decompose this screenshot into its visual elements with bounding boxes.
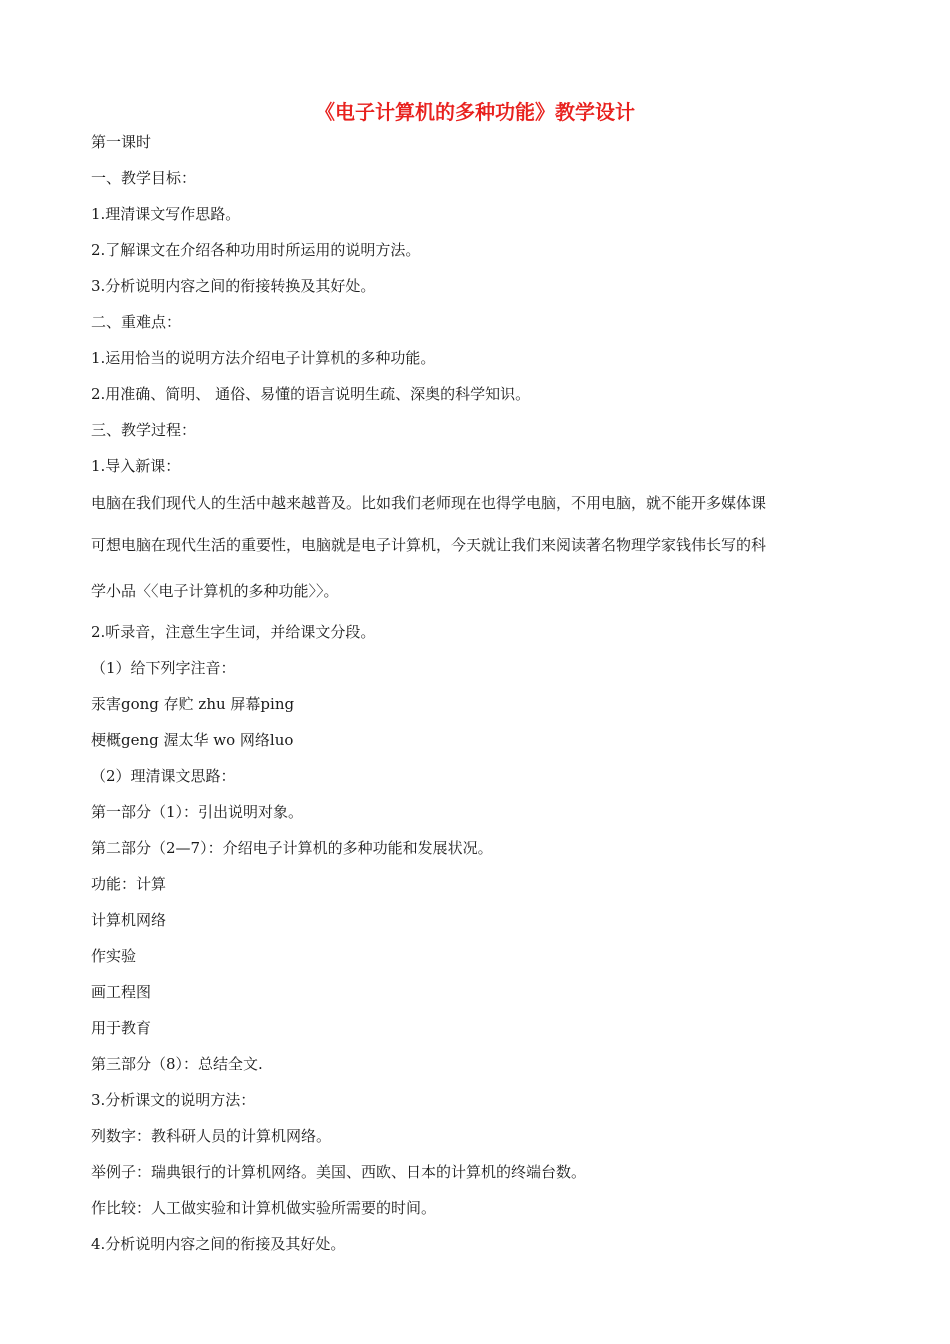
section-heading: 一、教学目标： [91,169,197,187]
paragraph-line: 可想电脑在现代生活的重要性，电脑就是电子计算机，今天就让我们来阅读著名物理学家钱伟长写的科 [91,536,767,554]
text-line: 第二部分（2—7）：介绍电子计算机的多种功能和发展状况。 [91,839,493,857]
text-line: 列数字：教科研人员的计算机网络。 [91,1127,332,1145]
text-line: 计算机网络 [91,911,167,929]
text-line: 画工程图 [91,983,152,1001]
text-line: 3.分析课文的说明方法： [91,1091,256,1109]
text-line: 举例子：瑞典银行的计算机网络。美国、西欧、日本的计算机的终端台数。 [91,1163,587,1181]
text-line: 1.导入新课： [91,457,181,475]
text-line: 作比较：人工做实验和计算机做实验所需要的时间。 [91,1199,437,1217]
text-line: （1）给下列字注音： [91,659,236,677]
text-line: 第一部分（1）：引出说明对象。 [91,803,304,821]
text-line: 用于教育 [91,1019,152,1037]
text-line: 2.了解课文在介绍各种功用时所运用的说明方法。 [91,241,421,259]
document-title: 《电子计算机的多种功能》教学设计 [315,100,635,124]
paragraph-line: 学小品〈〈电子计算机的多种功能〉〉。 [91,582,339,600]
text-line: 汞害gong 存贮 zhu 屏幕ping [91,695,295,713]
paragraph-line: 电脑在我们现代人的生活中越来越普及。比如我们老师现在也得学电脑，不用电脑，就不能开多媒体课 [91,494,767,512]
text-line: 2.用准确、简明、 通俗、易懂的语言说明生疏、深奥的科学知识。 [91,385,531,403]
section-heading: 二、重难点： [91,313,182,331]
text-line: 第三部分（8）：总结全文. [91,1055,263,1073]
text-line: 2.听录音，注意生字生词，并给课文分段。 [91,623,376,641]
section-heading: 三、教学过程： [91,421,197,439]
text-line: 1.理清课文写作思路。 [91,205,241,223]
text-line: 梗概geng 渥太华 wo 网络luo [91,731,294,749]
text-line: 4.分析说明内容之间的衔接及其好处。 [91,1235,346,1253]
document-body [91,124,871,1262]
text-line: （2）理清课文思路： [91,767,236,785]
text-line: 作实验 [91,947,137,965]
text-line: 1.运用恰当的说明方法介绍电子计算机的多种功能。 [91,349,436,367]
text-line: 第一课时 [91,133,152,151]
text-line: 功能：计算 [91,875,167,893]
text-line: 3.分析说明内容之间的衔接转换及其好处。 [91,277,376,295]
